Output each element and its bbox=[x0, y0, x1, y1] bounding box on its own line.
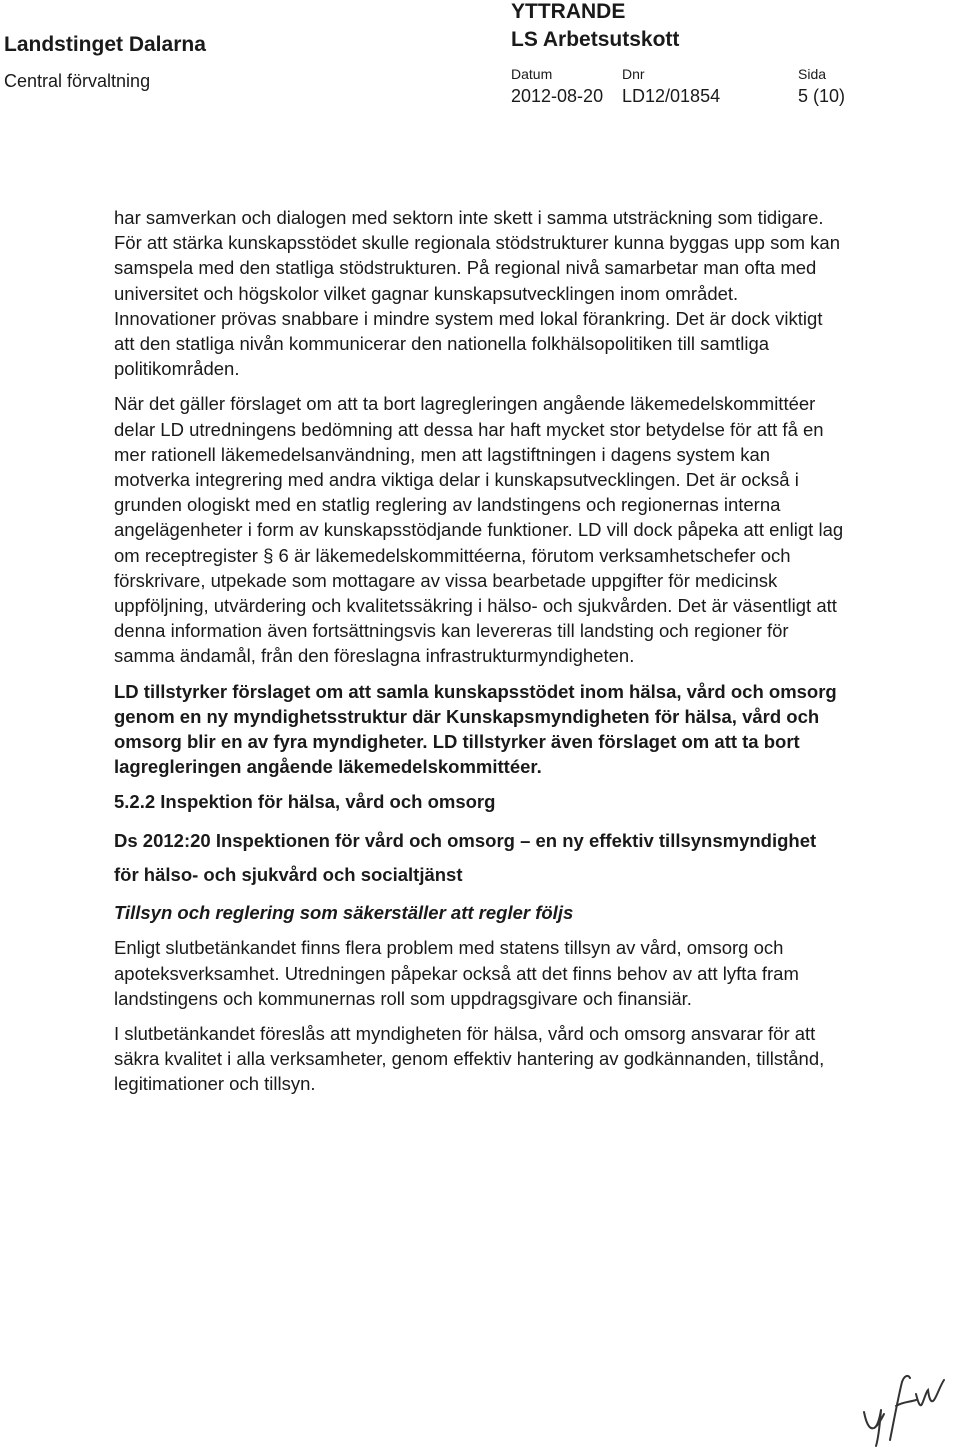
page-number: 5 (10) bbox=[798, 86, 846, 106]
page-label: Sida bbox=[798, 66, 827, 82]
report-title: Ds 2012:20 Inspektionen för vård och omsorg – en ny effektiv tillsynsmyndighet för hälso- och sjukvård och socialtjänst bbox=[114, 830, 817, 886]
dnr-value: LD12/01854 bbox=[622, 86, 721, 106]
paragraph-support-structures: har samverkan och dialogen med sektorn inte skett i samma utsträckning som tidigare. För att stärka kunskapsstödet skulle regionala stödstrukturer kunna byggas upp som kan samspela med den statliga stödstrukturen. På regional nivå samarbetar man ofta med universitet och högskolor vilket gagnar kunskapsutvecklingen inom området. Innovationer prövas snabbare i mindre system med lokal förankring. Det är dock viktigt att den statliga nivån kommunicerar den nationella folkhälsopolitiken till samtliga politikområden. bbox=[114, 207, 840, 380]
organization-name: Landstinget Dalarna bbox=[4, 33, 206, 56]
section-heading: 5.2.2 Inspektion för hälsa, vård och omsorg bbox=[114, 791, 496, 813]
dnr-label: Dnr bbox=[622, 66, 645, 82]
header-left bbox=[4, 32, 206, 92]
header-right bbox=[511, 0, 951, 108]
paragraph-medicine-committees: När det gäller förslaget om att ta bort lagregleringen angående läkemedelskommittéer delar LD utredningens bedömning att dessa har haft mycket stor betydelse för att få en mer rationell läkemedelsanvändning, men att lagstiftningen i dagens system kan motverka integrering med andra viktiga delar i kunskapsutvecklingen. Det är också i grunden ologiskt med en statlig reglering av landstingens och regionernas interna angelägenheter i form av kunskapsstödjande funktioner. LD vill dock påpeka att enligt lag om receptregister § 6 är läkemedelskommittéerna, förutom verksamhetschefer och förskrivare, utpekade som mottagare av vissa bearbetade uppgifter för medicinsk uppföljning, utvärdering och kvalitetssäkring i hälso- och sjukvården. Det är väsentligt att denna information även fortsättningsvis kan levereras till landsting och regioner för samma ändamål, från den föreslagna infrastrukturmyndigheten. bbox=[114, 393, 844, 667]
subheading: Tillsyn och reglering som säkerställer att regler följs bbox=[114, 902, 574, 924]
document-meta bbox=[511, 62, 951, 108]
paragraph-proposal: I slutbetänkandet föreslås att myndigheten för hälsa, vård och omsorg ansvarar för att säkra kvalitet i alla verksamheter, genom effektiv hantering av godkännanden, tillstånd, legitimationer och tillsyn. bbox=[114, 1023, 825, 1095]
signature-initials-icon bbox=[860, 1370, 955, 1448]
department-name: Central förvaltning bbox=[4, 71, 151, 91]
date-label: Datum bbox=[511, 66, 553, 82]
document-type: YTTRANDE bbox=[511, 0, 626, 23]
committee-name: LS Arbetsutskott bbox=[511, 28, 680, 51]
paragraph-ld-position: LD tillstyrker förslaget om att samla kunskapsstödet inom hälsa, vård och omsorg genom en ny myndighetsstruktur där Kunskapsmyndigheten för hälsa, vård och omsorg blir en av fyra myndigheter. LD tillstyrker även förslaget om att ta bort lagregleringen angående läkemedelskommittéer. bbox=[114, 680, 837, 778]
date-value: 2012-08-20 bbox=[511, 86, 604, 106]
document-body bbox=[114, 205, 844, 1107]
paragraph-supervision-problems: Enligt slutbetänkandet finns flera problem med statens tillsyn av vård, omsorg och apoteksverksamhet. Utredningen påpekar också att det finns behov av att lyfta fram landstingens och kommunernas roll som uppdragsgivare och finansiär. bbox=[114, 937, 799, 1009]
